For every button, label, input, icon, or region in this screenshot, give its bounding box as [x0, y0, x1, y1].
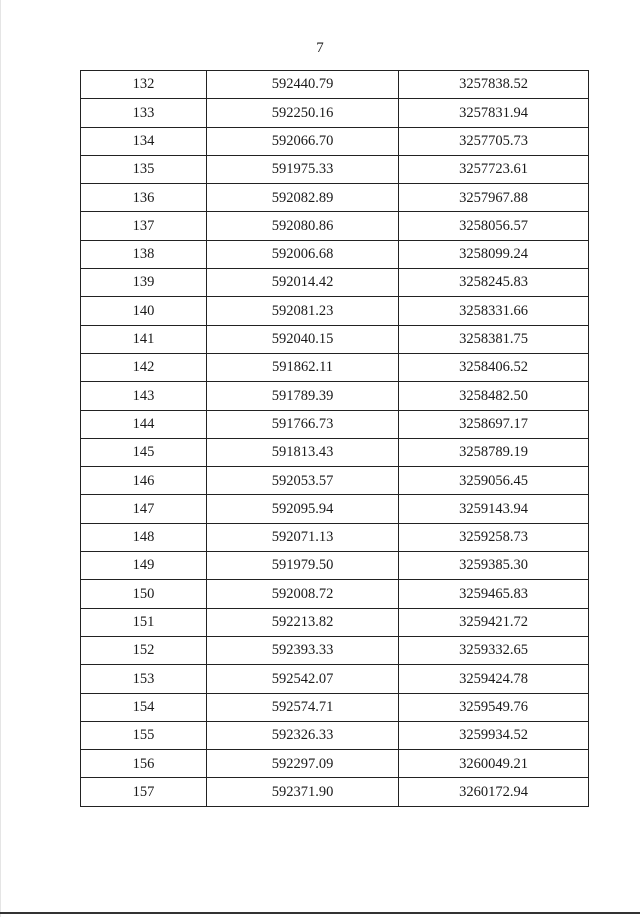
- point-id-cell: 139: [81, 269, 207, 297]
- y-coordinate-cell: 3257705.73: [399, 127, 589, 155]
- y-coordinate-cell: 3259258.73: [399, 523, 589, 551]
- y-coordinate-cell: 3260049.21: [399, 750, 589, 778]
- point-id-cell: 150: [81, 580, 207, 608]
- y-coordinate-cell: 3258482.50: [399, 382, 589, 410]
- y-coordinate-cell: 3259424.78: [399, 665, 589, 693]
- x-coordinate-cell: 592040.15: [207, 325, 399, 353]
- point-id-cell: 156: [81, 750, 207, 778]
- table-row: [81, 495, 589, 523]
- table-row: [81, 721, 589, 749]
- point-id-cell: 142: [81, 353, 207, 381]
- y-coordinate-cell: 3259332.65: [399, 636, 589, 664]
- x-coordinate-cell: 591975.33: [207, 155, 399, 183]
- table-row: [81, 212, 589, 240]
- table-row: [81, 552, 589, 580]
- x-coordinate-cell: 592014.42: [207, 269, 399, 297]
- scan-edge: [0, 0, 1, 917]
- table-row: [81, 71, 589, 99]
- x-coordinate-cell: 592081.23: [207, 297, 399, 325]
- table-row: [81, 382, 589, 410]
- point-id-cell: 138: [81, 240, 207, 268]
- table-body: [81, 71, 589, 807]
- y-coordinate-cell: 3259421.72: [399, 608, 589, 636]
- y-coordinate-cell: 3259465.83: [399, 580, 589, 608]
- x-coordinate-cell: 592095.94: [207, 495, 399, 523]
- y-coordinate-cell: 3259056.45: [399, 467, 589, 495]
- coordinate-table: [80, 70, 589, 807]
- x-coordinate-cell: 592066.70: [207, 127, 399, 155]
- point-id-cell: 152: [81, 636, 207, 664]
- y-coordinate-cell: 3259385.30: [399, 552, 589, 580]
- point-id-cell: 132: [81, 71, 207, 99]
- table-row: [81, 240, 589, 268]
- y-coordinate-cell: 3258697.17: [399, 410, 589, 438]
- y-coordinate-cell: 3258056.57: [399, 212, 589, 240]
- table-row: [81, 523, 589, 551]
- point-id-cell: 146: [81, 467, 207, 495]
- x-coordinate-cell: 592440.79: [207, 71, 399, 99]
- point-id-cell: 136: [81, 184, 207, 212]
- point-id-cell: 157: [81, 778, 207, 806]
- x-coordinate-cell: 591813.43: [207, 438, 399, 466]
- table-row: [81, 325, 589, 353]
- point-id-cell: 143: [81, 382, 207, 410]
- point-id-cell: 147: [81, 495, 207, 523]
- x-coordinate-cell: 591862.11: [207, 353, 399, 381]
- x-coordinate-cell: 591979.50: [207, 552, 399, 580]
- point-id-cell: 144: [81, 410, 207, 438]
- table-row: [81, 580, 589, 608]
- x-coordinate-cell: 592574.71: [207, 693, 399, 721]
- y-coordinate-cell: 3259143.94: [399, 495, 589, 523]
- point-id-cell: 153: [81, 665, 207, 693]
- table-row: [81, 467, 589, 495]
- x-coordinate-cell: 592393.33: [207, 636, 399, 664]
- table-row: [81, 410, 589, 438]
- x-coordinate-cell: 592250.16: [207, 99, 399, 127]
- x-coordinate-cell: 592053.57: [207, 467, 399, 495]
- table-row: [81, 155, 589, 183]
- x-coordinate-cell: 592371.90: [207, 778, 399, 806]
- y-coordinate-cell: 3257723.61: [399, 155, 589, 183]
- point-id-cell: 145: [81, 438, 207, 466]
- y-coordinate-cell: 3258406.52: [399, 353, 589, 381]
- table-row: [81, 99, 589, 127]
- y-coordinate-cell: 3260172.94: [399, 778, 589, 806]
- point-id-cell: 133: [81, 99, 207, 127]
- table-row: [81, 750, 589, 778]
- page-number: 7: [316, 40, 324, 56]
- table-row: [81, 665, 589, 693]
- x-coordinate-cell: 592008.72: [207, 580, 399, 608]
- x-coordinate-cell: 592297.09: [207, 750, 399, 778]
- x-coordinate-cell: 592326.33: [207, 721, 399, 749]
- point-id-cell: 134: [81, 127, 207, 155]
- x-coordinate-cell: 592213.82: [207, 608, 399, 636]
- table-row: [81, 438, 589, 466]
- x-coordinate-cell: 591766.73: [207, 410, 399, 438]
- point-id-cell: 149: [81, 552, 207, 580]
- y-coordinate-cell: 3257831.94: [399, 99, 589, 127]
- y-coordinate-cell: 3259934.52: [399, 721, 589, 749]
- point-id-cell: 151: [81, 608, 207, 636]
- table-row: [81, 778, 589, 806]
- table-row: [81, 693, 589, 721]
- table-row: [81, 297, 589, 325]
- y-coordinate-cell: 3258245.83: [399, 269, 589, 297]
- point-id-cell: 137: [81, 212, 207, 240]
- table-row: [81, 127, 589, 155]
- point-id-cell: 135: [81, 155, 207, 183]
- x-coordinate-cell: 592071.13: [207, 523, 399, 551]
- y-coordinate-cell: 3258789.19: [399, 438, 589, 466]
- point-id-cell: 154: [81, 693, 207, 721]
- point-id-cell: 148: [81, 523, 207, 551]
- point-id-cell: 140: [81, 297, 207, 325]
- table-row: [81, 269, 589, 297]
- x-coordinate-cell: 592542.07: [207, 665, 399, 693]
- y-coordinate-cell: 3257838.52: [399, 71, 589, 99]
- y-coordinate-cell: 3258381.75: [399, 325, 589, 353]
- x-coordinate-cell: 592006.68: [207, 240, 399, 268]
- y-coordinate-cell: 3258099.24: [399, 240, 589, 268]
- x-coordinate-cell: 592080.86: [207, 212, 399, 240]
- y-coordinate-cell: 3258331.66: [399, 297, 589, 325]
- y-coordinate-cell: 3259549.76: [399, 693, 589, 721]
- bottom-rule: [0, 912, 640, 914]
- x-coordinate-cell: 592082.89: [207, 184, 399, 212]
- point-id-cell: 141: [81, 325, 207, 353]
- x-coordinate-cell: 591789.39: [207, 382, 399, 410]
- table-row: [81, 608, 589, 636]
- table-row: [81, 184, 589, 212]
- y-coordinate-cell: 3257967.88: [399, 184, 589, 212]
- table-row: [81, 353, 589, 381]
- point-id-cell: 155: [81, 721, 207, 749]
- table-row: [81, 636, 589, 664]
